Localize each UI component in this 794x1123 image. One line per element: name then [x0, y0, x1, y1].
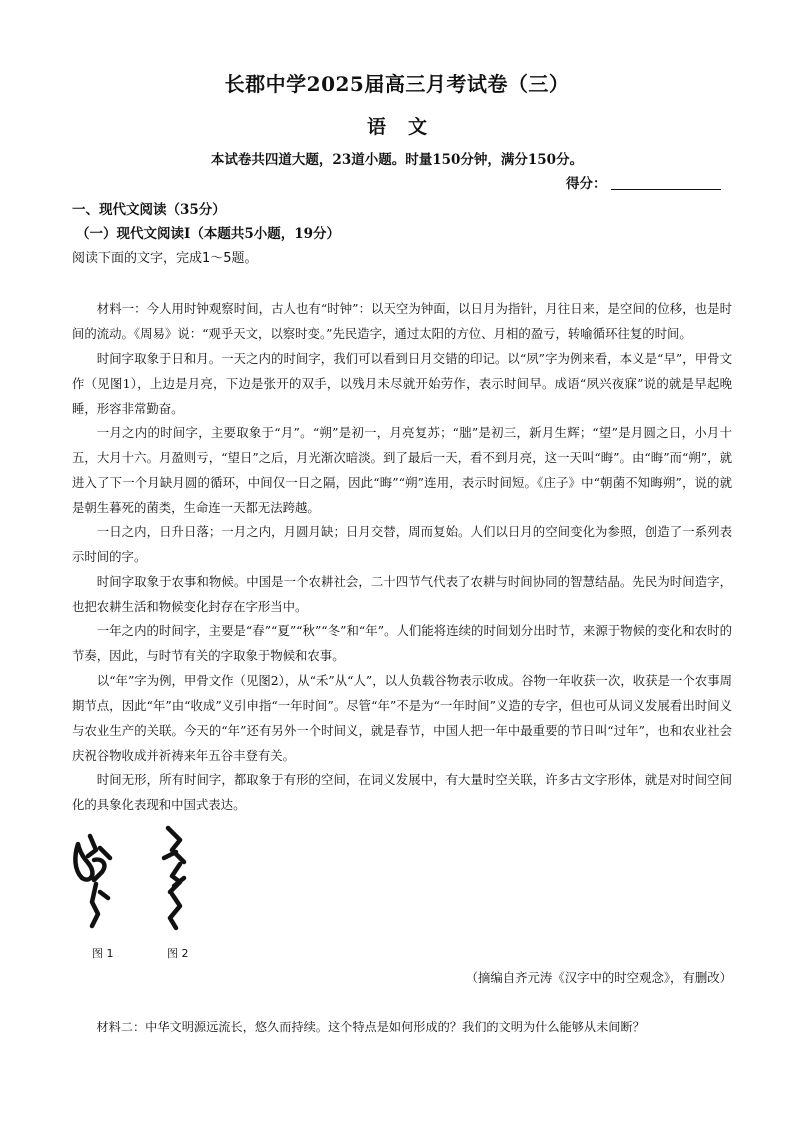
score-blank[interactable] — [611, 175, 721, 190]
section-heading: 一、现代文阅读（35分） — [72, 202, 226, 218]
material1-paragraph-6: 一年之内的时间字，主要是“春”“夏”“秋”“冬”和“年”。人们能将连续的时间划分出时节，来源于物候的变化和农时的节奏，因此，与时节有关的字取象于物候和农事。 — [72, 623, 732, 663]
material1-paragraph-4: 一日之内，日升日落；一月之内，月圆月缺；日月交替，周而复始。人们以日月的空间变化为参照，创造了一系列表示时间的字。 — [72, 524, 732, 564]
material1-paragraph-1: 材料一：今人用时钟观察时间，古人也有“时钟”：以天空为钟面，以日月为指针，月往日来，是空间的位移，也是时间的流动。《周易》说：“观乎天文，以察时变。”先民造字，通过太阳的方位、月相的盈亏，转喻循环往复的时间。 — [72, 301, 732, 341]
subject-char-2: 文 — [408, 116, 428, 138]
material1-paragraph-5: 时间字取象于农事和物候。中国是一个农耕社会，二十四节气代表了农耕与时间协同的智慧结晶。先民为时间造字，也把农耕生活和物候变化封存在字形当中。 — [72, 574, 732, 614]
exam-info: 本试卷共四道大题，23道小题。时量150分钟，满分150分。 — [210, 152, 584, 168]
figure-1-caption: 图 1 — [92, 947, 114, 960]
subsection-heading: （一）现代文阅读Ⅰ（本题共5小题，19分） — [76, 226, 340, 242]
material1-paragraph-8: 时间无形，所有时间字，都取象于有形的空间，在词义发展中，有大量时空关联，许多古文字形体，就是对时间空间化的具象化表现和中国式表达。 — [72, 772, 732, 812]
material1-paragraph-7: 以“年”字为例，甲骨文作（见图2），从“禾”从“人”，以人负载谷物表示收成。谷物一年收获一次，收获是一个农事周期节点，因此“年”由“收成”义引申指“一年时间”。尽管“年”不是为“一年时间”义造的专字，但也可从词义发展看出时间义与农业生产的关联。今天的“年”还有另外一个时间义，就是春节，中国人把一年中最重要的节日叫“过年”，也和农业社会庆祝谷物收成并祈祷来年五谷丰登有关。 — [72, 673, 732, 763]
exam-title: 长郡中学2025届高三月考试卷（三） — [224, 72, 570, 96]
material1-paragraph-2: 时间字取象于日和月。一天之内的时间字，我们可以看到日月交错的印记。以“夙”字为例来看，本义是“早”，甲骨文作（见图1），上边是月亮，下边是张开的双手，以残月未尽就开始劳作，表示时间早。成语“夙兴夜寐”说的就是早起晚睡，形容非常勤奋。 — [72, 351, 732, 416]
material1-paragraph-3: 一月之内的时间字，主要取象于“月”。“朔”是初一，月亮复苏；“朏”是初三，新月生辉；“望”是月圆之日，小月十五，大月十六。月盈则亏，“望日”之后，月光渐次暗淡。到了最后一天，看不到月亮，这一天叫“晦”。由“晦”而“朔”，就进入了下一个月缺月圆的循环，中间仅一日之隔，因此“晦”“朔”连用，表示时间短。《庄子》中“朝菌不知晦朔”，说的就是朝生暮死的菌类，生命连一天都无法跨越。 — [72, 425, 732, 515]
oracle-bone-glyph-nian-figure — [150, 822, 200, 932]
figure-2-caption: 图 2 — [167, 947, 189, 960]
score-label: 得分： — [566, 176, 607, 192]
subject-char-1: 语 — [366, 116, 386, 138]
subject-title — [0, 112, 794, 139]
material2-paragraph: 材料二：中华文明源远流长，悠久而持续。这个特点是如何形成的？我们的文明为什么能够从未间断？ — [96, 1020, 645, 1034]
source-citation: （摘编自齐元涛《汉字中的时空观念》，有删改） — [465, 970, 732, 985]
oracle-bone-glyph-su-figure — [70, 822, 120, 932]
instruction: 阅读下面的文字，完成1～5题。 — [72, 251, 258, 266]
score-field — [566, 172, 721, 192]
